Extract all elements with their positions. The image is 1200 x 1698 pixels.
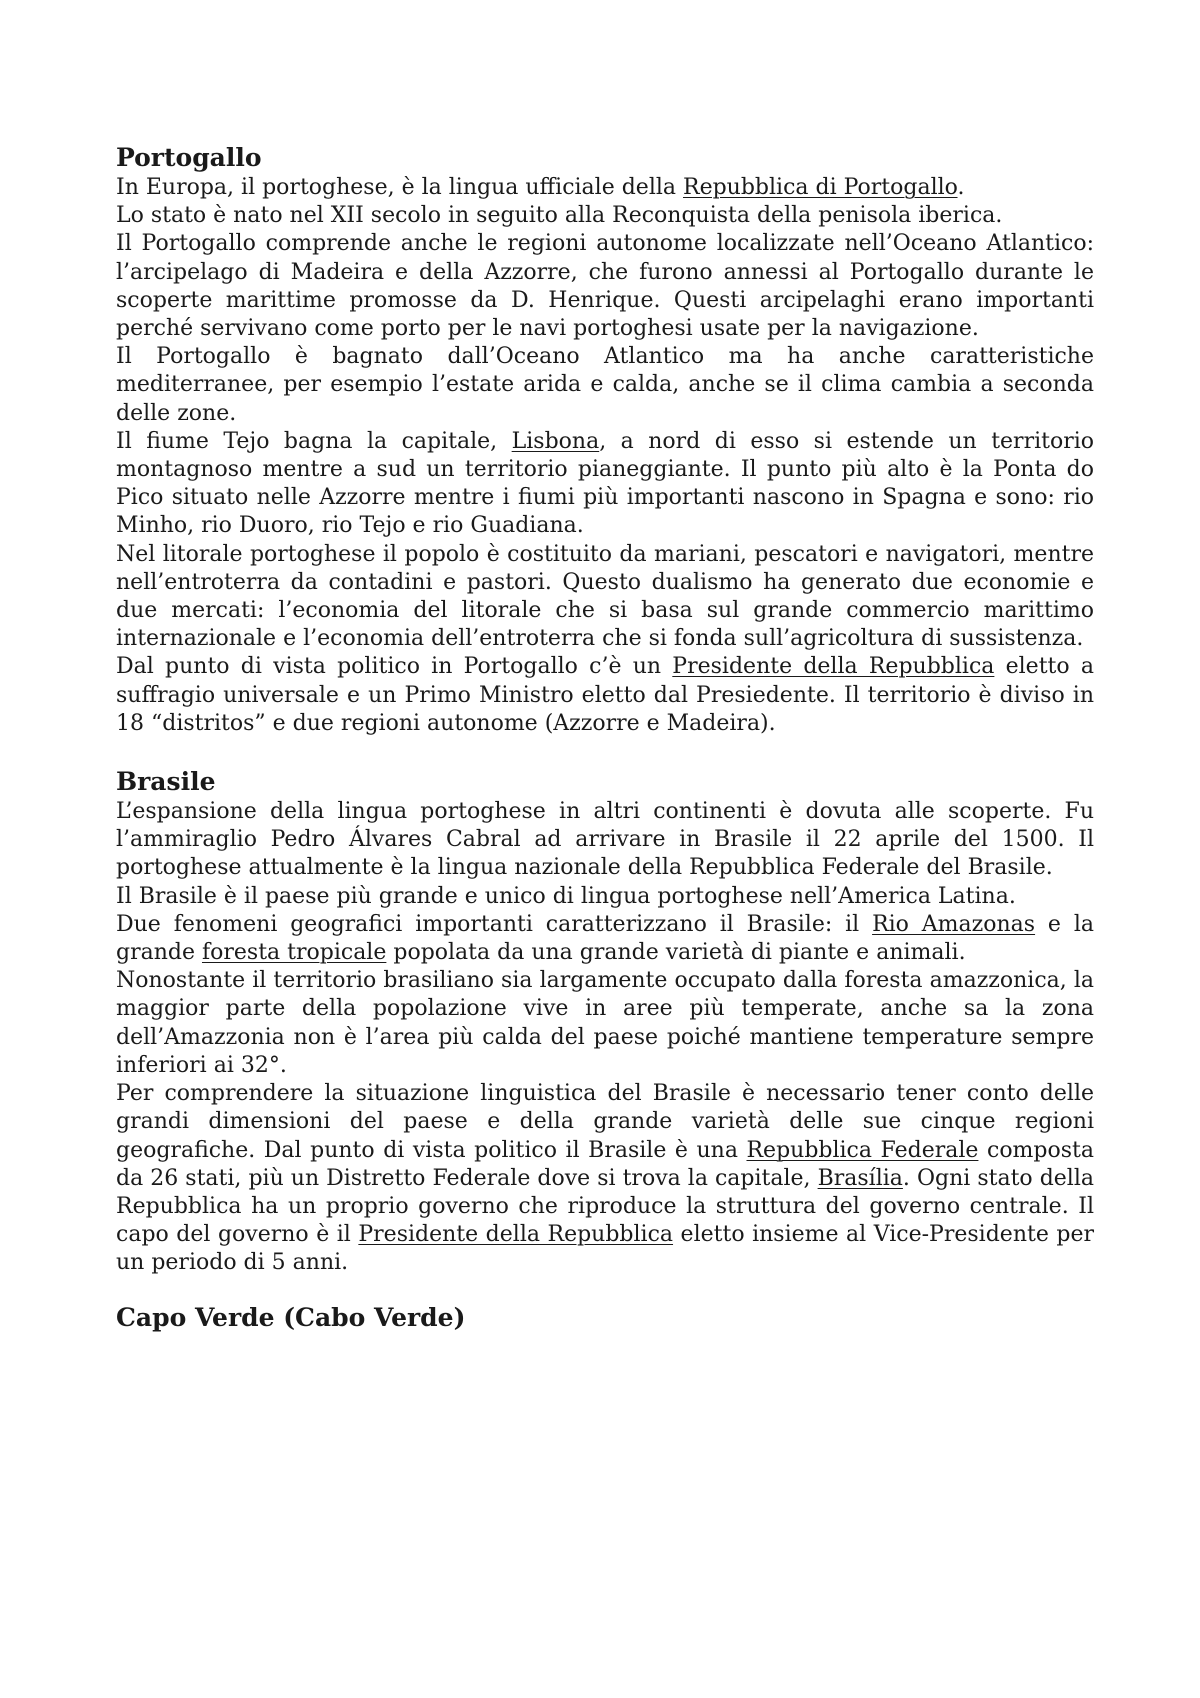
link-presidente-della-repubblica[interactable]: Presidente della Repubblica xyxy=(672,654,995,680)
paragraph-brasile-4: Nonostante il territorio brasiliano sia largamente occupato dalla foresta amazzonica, la maggior parte della popolazione vive in aree più temperate, anche sa la zona dell’Amazzonia non è l’area più calda del paese poiché mantiene temperature sempre inferiori ai 32°. xyxy=(116,968,1094,1078)
section-capo-verde xyxy=(116,1302,1094,1334)
text-run: . xyxy=(957,175,965,200)
paragraph-brasile-3 xyxy=(116,911,1094,967)
text-run: e la grande xyxy=(116,911,1094,966)
paragraph-portogallo-4: Il Portogallo è bagnato dall’Oceano Atlantico ma ha anche caratteristiche mediterranee, per esempio l’estate arida e calda, anche se il clima cambia a seconda delle zone. xyxy=(116,344,1094,426)
text-run: , a nord di esso si estende un territorio montagnoso mentre a sud un territorio pianeggiante. Il punto più alto è la Ponta do Pico situato nelle Azzorre mentre i fiumi più importanti nascono in Spagna e sono: rio Minho, rio Duoro, rio Tejo e rio Guadiana. xyxy=(116,428,1095,539)
text-run: eletto insieme al Vice-Presidente per un periodo di 5 anni. xyxy=(116,1222,1094,1276)
link-rio-amazonas[interactable]: Rio Amazonas xyxy=(872,911,1036,937)
text-run: popolata da una grande varietà di piante e animali. xyxy=(386,940,966,966)
paragraph-portogallo-1 xyxy=(116,174,1094,202)
paragraph-brasile-5 xyxy=(116,1080,1094,1277)
section-title-portogallo: Portogallo xyxy=(116,143,262,172)
paragraph-portogallo-5 xyxy=(116,428,1094,541)
paragraph-portogallo-6: Nel litorale portoghese il popolo è costituito da mariani, pescatori e navigatori, mentre nell’entroterra da contadini e pastori. Questo dualismo ha generato due economie e due mercati: l’economia del litorale che si basa sul grande commercio marittimo internazionale e l’economia dell’entroterra che si fonda sull’agricoltura di sussistenza. xyxy=(116,541,1094,652)
paragraph-portogallo-3: Il Portogallo comprende anche le regioni autonome localizzate nell’Oceano Atlantico: l’arcipelago di Madeira e della Azzorre, che furono annessi al Portogallo durante le scoperte marittime promosse da D. Henrique. Questi arcipelaghi erano importanti perché servivano come porto per le navi portoghesi usate per la navigazione. xyxy=(116,231,1094,342)
text-run: composta da 26 stati, più un Distretto Federale dove si trova la capitale, xyxy=(116,1137,1094,1191)
section-spacer xyxy=(116,738,1094,766)
section-brasile xyxy=(116,766,1094,1277)
text-run: In Europa, il portoghese, è la lingua ufficiale della xyxy=(116,175,683,200)
section-portogallo xyxy=(116,142,1094,738)
section-spacer xyxy=(116,1278,1094,1302)
section-title-brasile: Brasile xyxy=(116,767,216,797)
text-run: Per comprendere la situazione linguistica del Brasile è necessario tener conto delle grandi dimensioni del paese e della grande varietà delle sue cinque regioni geografiche. Dal punto di vista politico il Brasile è una xyxy=(116,1081,1094,1163)
link-repubblica-federale[interactable]: Repubblica Federale xyxy=(746,1137,979,1163)
document-page xyxy=(116,142,1094,1334)
link-lisbona[interactable]: Lisbona xyxy=(511,428,600,454)
text-run: . Ogni stato della Repubblica ha un proprio governo che riproduce la struttura del governo centrale. Il capo del governo è il xyxy=(116,1165,1094,1248)
link-brasilia[interactable]: Brasília xyxy=(817,1165,903,1191)
paragraph-brasile-2: Il Brasile è il paese più grande e unico di lingua portoghese nell’America Latina. xyxy=(116,883,1016,909)
text-run: Dal punto di vista politico in Portogallo c’è un xyxy=(116,654,673,680)
paragraph-portogallo-2: Lo stato è nato nel XII secolo in seguito alla Reconquista della penisola iberica. xyxy=(116,203,1003,229)
section-title-capo-verde: Capo Verde (Cabo Verde) xyxy=(116,1302,466,1332)
text-run: eletto a suffragio universale e un Primo Ministro eletto dal Presiedente. Il territorio è diviso in 18 “distritos” e due regioni autonome (Azzorre e Madeira). xyxy=(116,654,1094,736)
link-repubblica-di-portogallo[interactable]: Repubblica di Portogallo xyxy=(683,175,958,200)
text-run: Il fiume Tejo bagna la capitale, xyxy=(116,428,512,454)
link-foresta-tropicale[interactable]: foresta tropicale xyxy=(201,940,387,966)
paragraph-brasile-1: L’espansione della lingua portoghese in altri continenti è dovuta alle scoperte. Fu l’ammiraglio Pedro Álvares Cabral ad arrivare in Brasile il 22 aprile del 1500. Il portoghese attualmente è la lingua nazionale della Repubblica Federale del Brasile. xyxy=(116,799,1094,881)
paragraph-portogallo-7 xyxy=(116,653,1094,738)
text-run: Due fenomeni geografici importanti caratterizzano il Brasile: il xyxy=(116,911,873,937)
link-presidente-della-repubblica-brasile[interactable]: Presidente della Repubblica xyxy=(358,1222,674,1248)
